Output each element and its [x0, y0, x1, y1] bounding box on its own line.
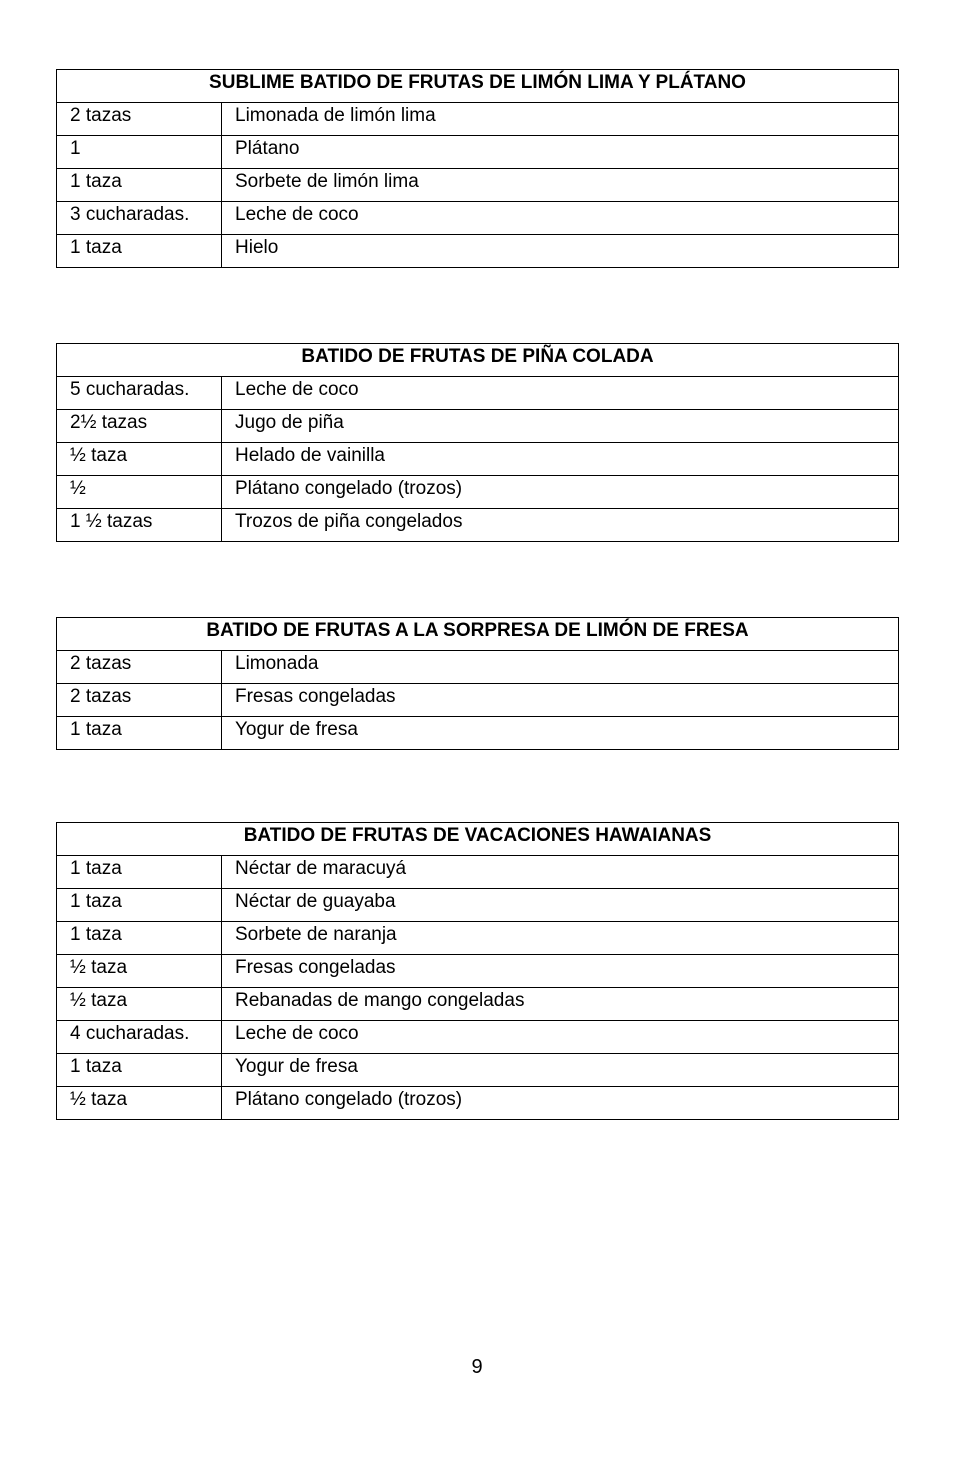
- quantity-cell: 1 taza: [57, 717, 222, 750]
- table-row: [57, 202, 899, 235]
- table-row: [57, 955, 899, 988]
- page-number: 9: [471, 1356, 483, 1378]
- quantity-cell: ½ taza: [57, 955, 222, 988]
- quantity-cell: 3 cucharadas.: [57, 202, 222, 235]
- ingredient-cell: Rebanadas de mango congeladas: [222, 988, 899, 1021]
- ingredient-cell: Hielo: [222, 235, 899, 268]
- table-row: [57, 410, 899, 443]
- quantity-cell: ½ taza: [57, 1087, 222, 1120]
- table-row: [57, 684, 899, 717]
- ingredient-cell: Limonada: [222, 651, 899, 684]
- recipe-table: [56, 343, 899, 542]
- table-row: [57, 509, 899, 542]
- recipe-table: [56, 822, 899, 1120]
- ingredient-cell: Plátano congelado (trozos): [222, 476, 899, 509]
- recipe-table: [56, 617, 899, 750]
- quantity-cell: 1 taza: [57, 856, 222, 889]
- quantity-cell: ½ taza: [57, 988, 222, 1021]
- quantity-cell: 1 taza: [57, 922, 222, 955]
- table-row: [57, 169, 899, 202]
- table-row: [57, 476, 899, 509]
- table-row: [57, 443, 899, 476]
- quantity-cell: 4 cucharadas.: [57, 1021, 222, 1054]
- table-row: [57, 1021, 899, 1054]
- quantity-cell: 5 cucharadas.: [57, 377, 222, 410]
- ingredient-cell: Plátano congelado (trozos): [222, 1087, 899, 1120]
- quantity-cell: 2½ tazas: [57, 410, 222, 443]
- quantity-cell: 1: [57, 136, 222, 169]
- ingredient-cell: Jugo de piña: [222, 410, 899, 443]
- recipe-title: BATIDO DE FRUTAS A LA SORPRESA DE LIMÓN DE FRESA: [57, 618, 899, 651]
- table-row: [57, 235, 899, 268]
- ingredient-cell: Limonada de limón lima: [222, 103, 899, 136]
- quantity-cell: 1 taza: [57, 169, 222, 202]
- ingredient-cell: Néctar de maracuyá: [222, 856, 899, 889]
- quantity-cell: ½ taza: [57, 443, 222, 476]
- table-row: [57, 1087, 899, 1120]
- table-row: [57, 856, 899, 889]
- ingredient-cell: Néctar de guayaba: [222, 889, 899, 922]
- table-row: [57, 136, 899, 169]
- recipe-title: BATIDO DE FRUTAS DE PIÑA COLADA: [57, 344, 899, 377]
- ingredient-cell: Trozos de piña congelados: [222, 509, 899, 542]
- quantity-cell: 2 tazas: [57, 651, 222, 684]
- table-row: [57, 377, 899, 410]
- ingredient-cell: Sorbete de naranja: [222, 922, 899, 955]
- table-row: [57, 651, 899, 684]
- quantity-cell: 1 taza: [57, 1054, 222, 1087]
- ingredient-cell: Yogur de fresa: [222, 717, 899, 750]
- table-row: [57, 988, 899, 1021]
- quantity-cell: ½: [57, 476, 222, 509]
- ingredient-cell: Sorbete de limón lima: [222, 169, 899, 202]
- recipe-title: SUBLIME BATIDO DE FRUTAS DE LIMÓN LIMA Y PLÁTANO: [57, 70, 899, 103]
- quantity-cell: 1 taza: [57, 235, 222, 268]
- quantity-cell: 2 tazas: [57, 103, 222, 136]
- table-row: [57, 1054, 899, 1087]
- recipe-title: BATIDO DE FRUTAS DE VACACIONES HAWAIANAS: [57, 823, 899, 856]
- quantity-cell: 1 ½ tazas: [57, 509, 222, 542]
- ingredient-cell: Leche de coco: [222, 1021, 899, 1054]
- ingredient-cell: Fresas congeladas: [222, 684, 899, 717]
- recipe-table: [56, 69, 899, 268]
- quantity-cell: 1 taza: [57, 889, 222, 922]
- quantity-cell: 2 tazas: [57, 684, 222, 717]
- table-row: [57, 717, 899, 750]
- ingredient-cell: Leche de coco: [222, 377, 899, 410]
- table-row: [57, 103, 899, 136]
- table-row: [57, 889, 899, 922]
- ingredient-cell: Yogur de fresa: [222, 1054, 899, 1087]
- ingredient-cell: Leche de coco: [222, 202, 899, 235]
- ingredient-cell: Fresas congeladas: [222, 955, 899, 988]
- ingredient-cell: Plátano: [222, 136, 899, 169]
- table-row: [57, 922, 899, 955]
- ingredient-cell: Helado de vainilla: [222, 443, 899, 476]
